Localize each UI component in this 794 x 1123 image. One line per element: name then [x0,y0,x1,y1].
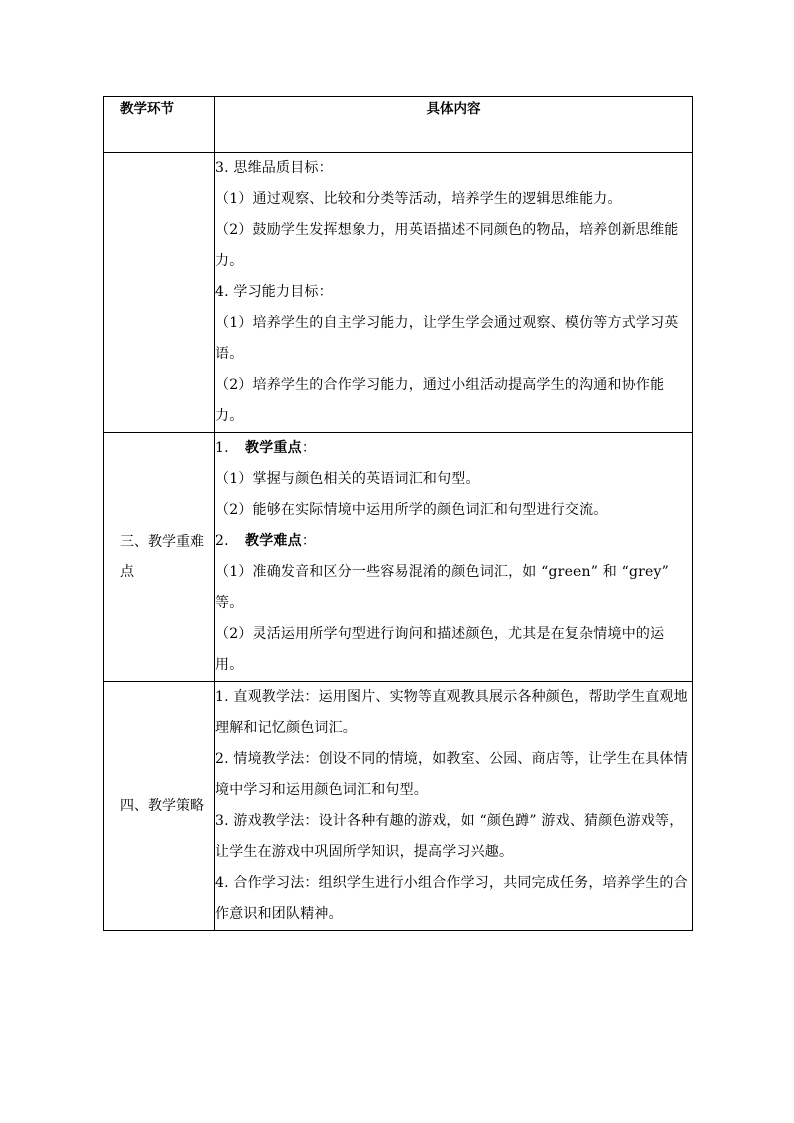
row-label-objectives [104,153,215,433]
content-line: （1）通过观察、比较和分类等活动，培养学生的逻辑思维能力。 [215,191,622,207]
section-heading-key-points [215,433,692,464]
section-heading-difficult-points [215,526,692,557]
content-line: （2）灵活运用所学句型进行询问和描述颜色，尤其是在复杂情境中的运用。 [215,626,665,673]
heading-colon: ： [301,440,317,456]
table-row-strategies [104,682,693,931]
header-content: 具体内容 [215,97,693,153]
content-line: 3. 思维品质目标： [215,160,333,176]
content-line: 3. 游戏教学法：设计各种有趣的游戏，如 “颜色蹲” 游戏、猜颜色游戏等，让学生在游戏中巩固所学知识，提高学习兴趣。 [215,813,684,860]
header-stage: 教学环节 [104,97,215,153]
table-row-objectives [104,153,693,433]
content-line: 4. 合作学习法：组织学生进行小组合作学习，共同完成任务，培养学生的合作意识和团队精神。 [215,875,688,922]
content-line: 1. 直观教学法：运用图片、实物等直观教具展示各种颜色，帮助学生直观地理解和记忆颜色词汇。 [215,689,688,736]
row-label-strategies: 四、教学策略 [104,682,215,931]
lesson-plan-table [103,96,693,931]
table-header-row [104,97,693,153]
content-line: （1）掌握与颜色相关的英语词汇和句型。 [215,471,480,487]
row-content-objectives [215,153,693,433]
row-content-key-points [215,433,693,682]
content-line: （1）培养学生的自主学习能力，让学生学会通过观察、模仿等方式学习英语。 [215,315,679,362]
heading-text: 教学重点 [245,440,302,456]
row-label-key-points: 三、教学重难点 [104,433,215,682]
table-row-key-points [104,433,693,682]
heading-number: 2. [215,533,229,549]
heading-text: 教学难点 [245,533,302,549]
content-line: 2. 情境教学法：创设不同的情境，如教室、公园、商店等，让学生在具体情境中学习和运用颜色词汇和句型。 [215,751,688,798]
content-line: （2）培养学生的合作学习能力，通过小组活动提高学生的沟通和协作能力。 [215,377,665,424]
content-line: （2）能够在实际情境中运用所学的颜色词汇和句型进行交流。 [215,502,608,518]
content-line: 4. 学习能力目标： [215,284,333,300]
content-line: （2）鼓励学生发挥想象力，用英语描述不同颜色的物品，培养创新思维能力。 [215,222,679,269]
heading-colon: ： [301,533,317,549]
heading-number: 1. [215,440,229,456]
content-line: （1）准确发音和区分一些容易混淆的颜色词汇，如 “green” 和 “grey” 等。 [215,564,669,611]
row-content-strategies [215,682,693,931]
